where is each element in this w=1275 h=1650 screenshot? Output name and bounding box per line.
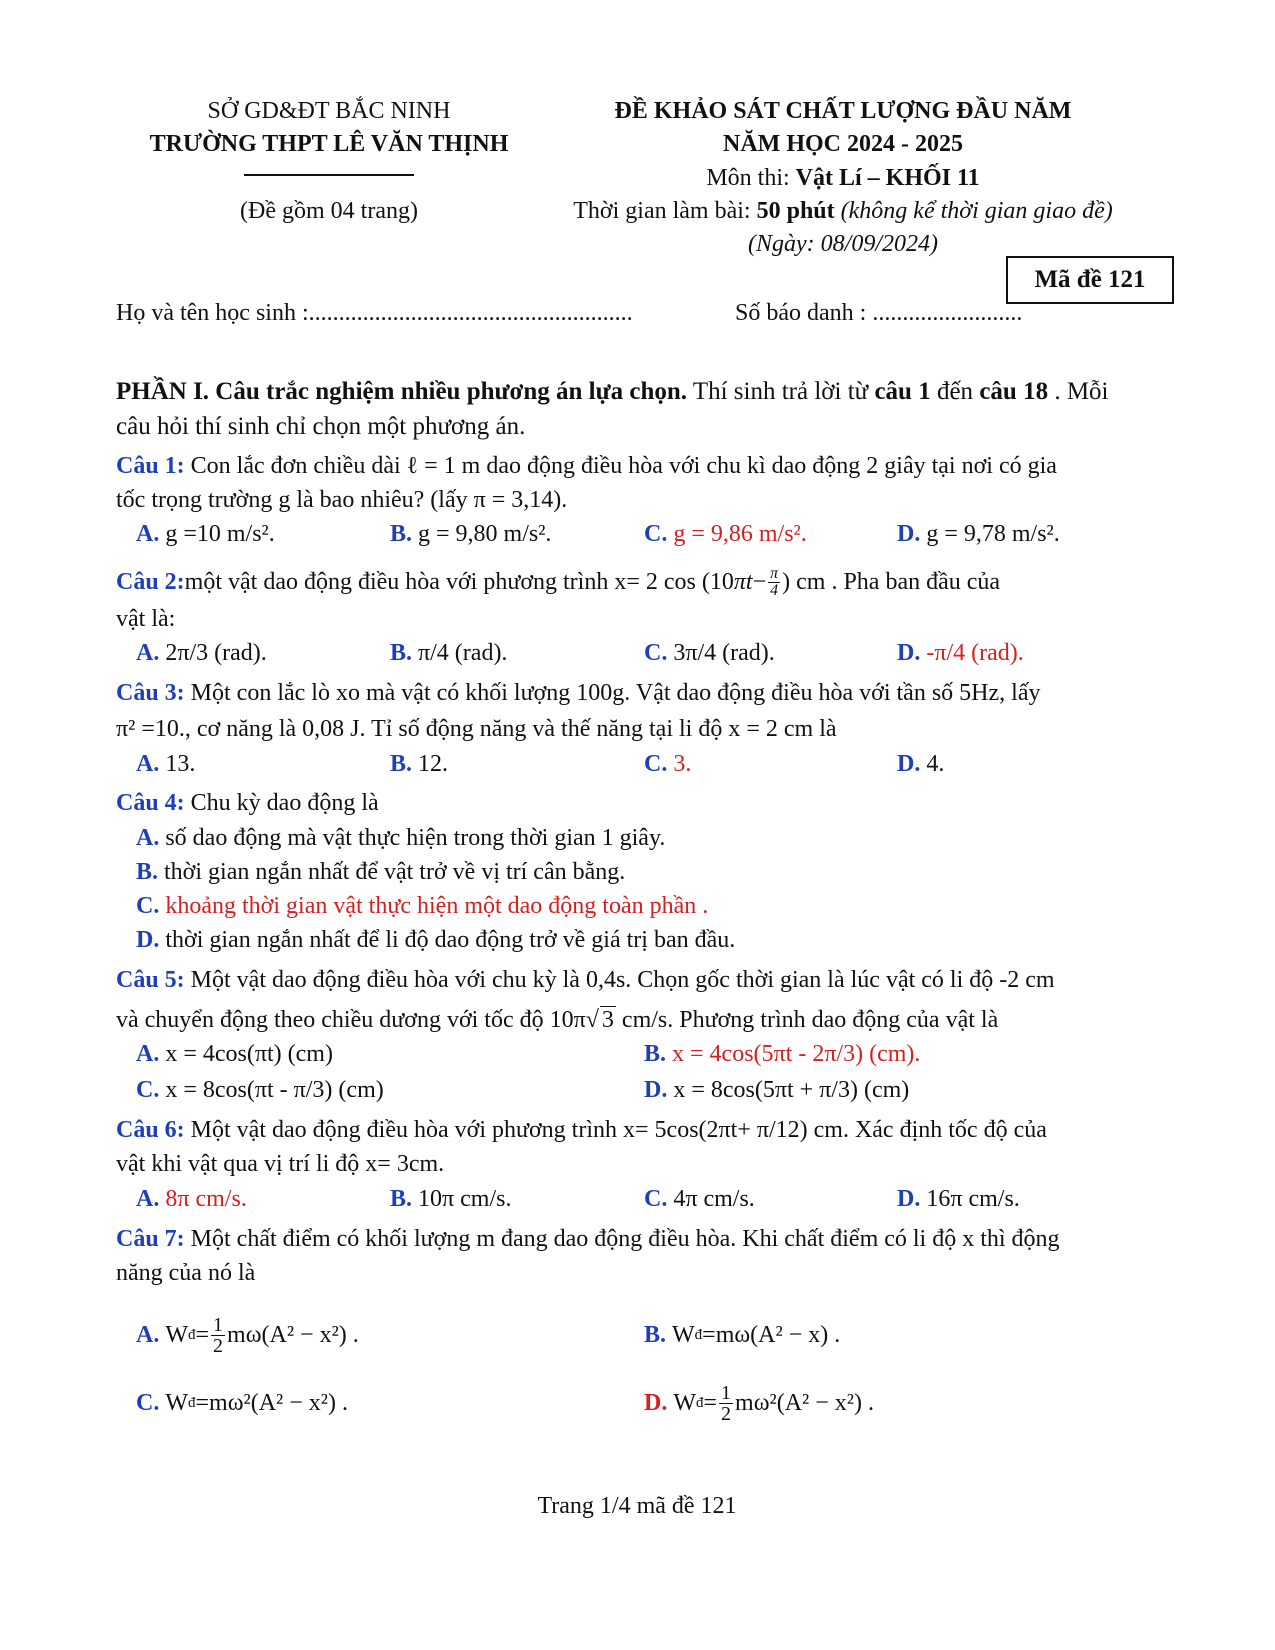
- wd-symbol: W: [165, 1321, 188, 1348]
- option-letter: C.: [136, 1077, 160, 1103]
- option-text: g = 9,78 m/s².: [926, 521, 1060, 547]
- option-letter: C.: [644, 521, 668, 547]
- q3-option-d[interactable]: [897, 751, 944, 778]
- q7-option-c[interactable]: [136, 1376, 348, 1430]
- option-letter: A.: [136, 1321, 160, 1348]
- option-text: 12.: [418, 751, 449, 777]
- question-2-pi-t: πt: [733, 568, 753, 595]
- fraction-numerator: 1: [213, 1313, 224, 1336]
- part1-intro-text: Thí sinh trả lời từ: [687, 378, 875, 405]
- sqrt-value: 3: [601, 1007, 614, 1033]
- question-3-label: Câu 3:: [116, 680, 185, 706]
- option-letter: A.: [136, 521, 160, 547]
- option-letter: C.: [644, 751, 668, 777]
- option-letter: D.: [897, 1186, 921, 1212]
- option-letter: D.: [897, 521, 921, 547]
- question-5-text-3: cm/s. Phương trình dao động của vật là: [615, 1007, 999, 1033]
- option-letter: B.: [390, 521, 413, 547]
- option-letter: D.: [644, 1077, 668, 1103]
- option-text: 4.: [926, 751, 945, 777]
- option-text: số dao động mà vật thực hiện trong thời gian 1 giây.: [165, 825, 666, 851]
- school-name: TRƯỜNG THPT LÊ VĂN THỊNH: [149, 131, 509, 157]
- question-1-text: Con lắc đơn chiều dài ℓ = 1 m dao động điều hòa với chu kì dao động 2 giây tại nơi có gia: [184, 453, 1057, 479]
- option-text: 10π cm/s.: [418, 1186, 512, 1212]
- q2-option-d[interactable]: [897, 640, 1024, 667]
- question-2-fraction: [768, 566, 780, 599]
- question-5-text-2: và chuyển động theo chiều dương với tốc độ 10π: [116, 1007, 586, 1033]
- option-letter: C.: [644, 1186, 668, 1212]
- time-line: [573, 198, 1112, 225]
- q1-option-a[interactable]: [136, 521, 275, 548]
- time-note: (không kể thời gian giao đề): [840, 198, 1113, 224]
- option-letter: C.: [136, 893, 160, 919]
- q4-option-d[interactable]: [136, 927, 735, 954]
- equals-sign: =: [195, 1321, 210, 1348]
- option-text-correct: g = 9,86 m/s².: [673, 521, 807, 547]
- q3-option-c[interactable]: [644, 751, 691, 778]
- wd-symbol: W: [673, 1389, 696, 1416]
- option-letter-correct: D.: [644, 1389, 668, 1416]
- option-letter: C.: [644, 640, 668, 666]
- question-4-text: Chu kỳ dao động là: [184, 790, 379, 816]
- q4-option-a[interactable]: [136, 825, 665, 852]
- question-5-label: Câu 5:: [116, 967, 185, 993]
- option-letter: A.: [136, 1041, 160, 1067]
- q1-option-b[interactable]: [390, 521, 551, 548]
- question-2-label: Câu 2:: [116, 568, 185, 595]
- q5-option-d[interactable]: [644, 1077, 909, 1104]
- q1-option-c[interactable]: [644, 521, 807, 548]
- department-name: SỞ GD&ĐT BẮC NINH: [207, 98, 451, 124]
- wd-symbol: W: [165, 1389, 188, 1416]
- page-footer: Trang 1/4 mã đề 121: [537, 1493, 737, 1519]
- option-text: x = 8cos(πt - π/3) (cm): [165, 1077, 384, 1103]
- part1-from: câu 1: [874, 378, 931, 405]
- subject-line: [706, 165, 979, 192]
- option-text: x = 8cos(5πt + π/3) (cm): [673, 1077, 910, 1103]
- q4-option-b[interactable]: [136, 859, 625, 886]
- student-name-field: Họ và tên học sinh :......................................................: [116, 300, 633, 326]
- exam-date: (Ngày: 08/09/2024): [748, 231, 938, 257]
- fraction-denominator: 2: [213, 1334, 224, 1357]
- question-6-text: Một vật dao động điều hòa với phương trình x= 5cos(2πt+ π/12) cm. Xác định tốc độ của: [184, 1117, 1047, 1143]
- option-text: 2π/3 (rad).: [165, 640, 267, 666]
- question-3-text: Một con lắc lò xo mà vật có khối lượng 100g. Vật dao động điều hòa với tần số 5Hz, lấy: [184, 680, 1041, 706]
- option-text: x = 4cos(πt) (cm): [165, 1041, 333, 1067]
- subject-value: Vật Lí – KHỐI 11: [795, 165, 980, 191]
- exam-title: ĐỀ KHẢO SÁT CHẤT LƯỢNG ĐẦU NĂM: [614, 98, 1072, 124]
- question-4-label: Câu 4:: [116, 790, 185, 816]
- q2-option-a[interactable]: [136, 640, 267, 667]
- part1-intro-text-3: . Mỗi: [1048, 378, 1109, 405]
- question-2-text: một vật dao động điều hòa với phương trình x= 2 cos (10: [184, 568, 734, 595]
- option-letter: A.: [136, 751, 160, 777]
- option-text: mω²(A² − x²) .: [735, 1389, 874, 1416]
- q6-option-a[interactable]: [136, 1186, 247, 1213]
- fraction-denominator: 2: [721, 1402, 732, 1425]
- wd-subscript: đ: [188, 1394, 196, 1411]
- option-text-correct: 3.: [673, 751, 692, 777]
- option-letter: B.: [644, 1321, 667, 1348]
- q2-option-b[interactable]: [390, 640, 507, 667]
- question-6-line2: vật khi vật qua vị trí li độ x= 3cm.: [116, 1151, 445, 1177]
- school-year: NĂM HỌC 2024 - 2025: [723, 131, 963, 157]
- header-divider: [244, 174, 414, 176]
- option-text: mω²(A² − x²) .: [209, 1389, 348, 1416]
- option-text: mω(A² − x²) .: [227, 1321, 359, 1348]
- question-1: [116, 453, 1057, 480]
- q1-option-d[interactable]: [897, 521, 1060, 548]
- option-letter: B.: [390, 1186, 413, 1212]
- part1-intro-line2: câu hỏi thí sinh chỉ chọn một phương án.: [116, 413, 526, 440]
- option-letter: B.: [136, 859, 159, 885]
- question-1-line2: tốc trọng trường g là bao nhiêu? (lấy π = 3,14).: [116, 487, 568, 513]
- option-letter: D.: [136, 927, 160, 953]
- option-letter: D.: [897, 640, 921, 666]
- q5-option-c[interactable]: [136, 1077, 384, 1104]
- question-7-label: Câu 7:: [116, 1226, 185, 1252]
- option-text: π/4 (rad).: [418, 640, 508, 666]
- option-letter: D.: [897, 751, 921, 777]
- question-2-minus: −: [752, 568, 767, 595]
- q2-option-c[interactable]: [644, 640, 775, 667]
- question-1-label: Câu 1:: [116, 453, 185, 479]
- student-id-field: Số báo danh : .........................: [735, 300, 1023, 326]
- option-text: 13.: [165, 751, 196, 777]
- q3-option-a[interactable]: [136, 751, 195, 778]
- option-text: g = 9,80 m/s².: [418, 521, 552, 547]
- wd-symbol: W: [672, 1321, 695, 1348]
- option-letter: A.: [136, 640, 160, 666]
- option-text: 3π/4 (rad).: [673, 640, 775, 666]
- fraction-denominator: 4: [770, 581, 779, 599]
- option-text-correct: -π/4 (rad).: [926, 640, 1024, 666]
- q6-option-b[interactable]: [390, 1186, 511, 1213]
- half-fraction: [719, 1383, 733, 1424]
- option-text: 16π cm/s.: [926, 1186, 1020, 1212]
- option-text-correct: khoảng thời gian vật thực hiện một dao động toàn phần .: [165, 893, 709, 919]
- q6-option-c[interactable]: [644, 1186, 755, 1213]
- fraction-numerator: 1: [721, 1381, 732, 1404]
- question-3-line2: π² =10., cơ năng là 0,08 J. Tỉ số động năng và thế năng tại li độ x = 2 cm là: [116, 716, 837, 742]
- time-label: Thời gian làm bài:: [573, 198, 757, 224]
- question-7: [116, 1226, 1060, 1253]
- part1-to: câu 18: [979, 378, 1049, 405]
- half-fraction: [211, 1315, 225, 1356]
- question-6-label: Câu 6:: [116, 1117, 185, 1143]
- q5-option-b[interactable]: [644, 1041, 920, 1068]
- option-letter: B.: [390, 640, 413, 666]
- question-2-line2: vật là:: [116, 606, 176, 632]
- question-2: [116, 562, 1000, 602]
- q6-option-d[interactable]: [897, 1186, 1020, 1213]
- part1-intro: [116, 378, 1109, 406]
- question-5: [116, 967, 1055, 994]
- question-5-line2: và chuyển động theo chiều dương với tốc độ 10π√ 3 cm/s. Phương trình dao động của vật là: [116, 1007, 999, 1033]
- q7-option-b[interactable]: [644, 1308, 840, 1362]
- question-4: [116, 790, 379, 817]
- question-7-line2: năng của nó là: [116, 1260, 256, 1286]
- q3-option-b[interactable]: [390, 751, 448, 778]
- question-5-text: Một vật dao động điều hòa với chu kỳ là 0,4s. Chọn gốc thời gian là lúc vật có li độ -2 cm: [184, 967, 1055, 993]
- option-text: mω(A² − x) .: [715, 1321, 841, 1348]
- option-text: thời gian ngắn nhất để li độ dao động trở về giá trị ban đầu.: [165, 927, 736, 953]
- option-letter: B.: [390, 751, 413, 777]
- question-6: [116, 1117, 1047, 1144]
- q5-option-a[interactable]: [136, 1041, 333, 1068]
- equals-sign: =: [195, 1389, 210, 1416]
- option-text: thời gian ngắn nhất để vật trở về vị trí cân bằng.: [164, 859, 626, 885]
- exam-code-box: Mã đề 121: [1006, 256, 1174, 304]
- part1-title: PHẦN I. Câu trắc nghiệm nhiều phương án lựa chọn.: [116, 378, 688, 405]
- option-text: g =10 m/s².: [165, 521, 275, 547]
- wd-subscript: đ: [696, 1394, 704, 1411]
- wd-subscript: đ: [188, 1326, 196, 1343]
- q4-option-c[interactable]: [136, 893, 708, 920]
- equals-sign: =: [703, 1389, 718, 1416]
- equals-sign: =: [702, 1321, 716, 1348]
- option-text-correct: x = 4cos(5πt - 2π/3) (cm).: [672, 1041, 921, 1067]
- subject-label: Môn thi:: [706, 165, 796, 191]
- option-letter: A.: [136, 825, 160, 851]
- fraction-numerator: π: [770, 564, 779, 582]
- option-text: 4π cm/s.: [673, 1186, 755, 1212]
- option-text-correct: 8π cm/s.: [165, 1186, 247, 1212]
- question-2-text-2: ) cm . Pha ban đầu của: [782, 568, 1001, 595]
- wd-subscript: đ: [694, 1326, 703, 1343]
- time-value: 50 phút: [756, 198, 835, 224]
- q7-option-a[interactable]: [136, 1308, 359, 1362]
- q7-option-d[interactable]: [644, 1376, 874, 1430]
- question-3: [116, 680, 1040, 707]
- question-7-text: Một chất điểm có khối lượng m đang dao động điều hòa. Khi chất điểm có li độ x thì động: [184, 1226, 1060, 1252]
- part1-intro-text-2: đến: [930, 378, 980, 405]
- pages-note: (Đề gồm 04 trang): [240, 198, 418, 224]
- option-letter: B.: [644, 1041, 667, 1067]
- option-letter: A.: [136, 1186, 160, 1212]
- option-letter: C.: [136, 1389, 160, 1416]
